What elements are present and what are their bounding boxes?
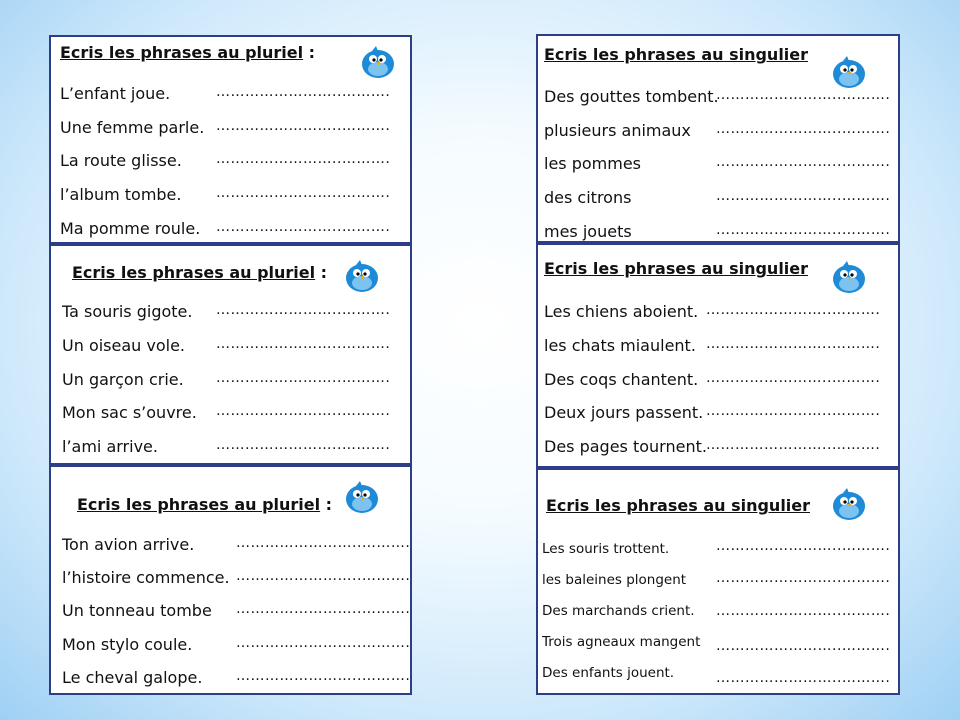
sentence: La route glisse. <box>60 151 182 170</box>
answer-line[interactable]: ……………………..………. <box>716 538 891 554</box>
sentence: Deux jours passent. <box>544 403 704 422</box>
answer-line[interactable]: ……………………..………. <box>236 601 411 617</box>
sentence: Ton avion arrive. <box>62 535 195 554</box>
answer-line[interactable]: ……………………..………. <box>706 403 881 419</box>
sentence: des citrons <box>544 188 632 207</box>
sentence: Mon sac s’ouvre. <box>62 403 197 422</box>
card-title: Ecris les phrases au singulier <box>544 259 809 278</box>
sentence: Ma pomme roule. <box>60 219 201 238</box>
answer-line[interactable]: ……………………..………. <box>236 535 411 551</box>
answer-line[interactable]: ……………………..………. <box>216 437 391 453</box>
sentence: l’ami arrive. <box>62 437 158 456</box>
answer-line[interactable]: ……………………..………. <box>716 121 891 137</box>
card-title: Ecris les phrases au singulier <box>546 496 811 515</box>
answer-line[interactable]: ……………………..………. <box>216 370 391 386</box>
answer-line[interactable]: ……………………..………. <box>706 370 881 386</box>
card-title: Ecris les phrases au pluriel : <box>72 263 328 282</box>
answer-line[interactable]: ……………………..………. <box>706 302 881 318</box>
answer-line[interactable]: ……………………..………. <box>216 219 391 235</box>
sentence: l’album tombe. <box>60 185 182 204</box>
exercise-card-5 <box>536 243 900 468</box>
sentence: Des enfants jouent. <box>542 665 675 681</box>
sentence: Une femme parle. <box>60 118 205 137</box>
sentence: plusieurs animaux <box>544 121 691 140</box>
sentence: Un garçon crie. <box>62 370 184 389</box>
answer-line[interactable]: ……………………..………. <box>216 185 391 201</box>
exercise-card-3 <box>49 465 412 695</box>
sentence: Des gouttes tombent. <box>544 87 719 106</box>
answer-line[interactable]: ……………………..………. <box>216 302 391 318</box>
answer-line[interactable]: ……………………..………. <box>236 668 411 684</box>
answer-line[interactable]: ……………………..………. <box>236 568 411 584</box>
sentence: L’enfant joue. <box>60 84 171 103</box>
sentence: les chats miaulent. <box>544 336 696 355</box>
bird-icon <box>342 256 382 296</box>
answer-line[interactable]: ……………………..………. <box>716 670 891 686</box>
exercise-card-4 <box>536 34 900 243</box>
answer-line[interactable]: ……………………..………. <box>716 603 891 619</box>
answer-line[interactable]: ……………………..………. <box>216 336 391 352</box>
sentence: Le cheval galope. <box>62 668 203 687</box>
answer-line[interactable]: ……………………..………. <box>236 635 411 651</box>
sentence: les pommes <box>544 154 642 173</box>
card-title: Ecris les phrases au singulier <box>544 45 809 64</box>
answer-line[interactable]: ……………………..………. <box>716 570 891 586</box>
sentence: les baleines plongent <box>542 572 687 588</box>
bird-icon <box>358 42 398 82</box>
exercise-card-1 <box>49 35 412 244</box>
bird-icon <box>342 477 382 517</box>
card-title: Ecris les phrases au pluriel : <box>60 43 316 62</box>
answer-line[interactable]: ……………………..………. <box>216 118 391 134</box>
answer-line[interactable]: ……………………..………. <box>716 188 891 204</box>
answer-line[interactable]: ……………………..………. <box>216 84 391 100</box>
sentence: Des pages tournent. <box>544 437 707 456</box>
sentence: Les souris trottent. <box>542 541 670 557</box>
exercise-card-6 <box>536 468 900 695</box>
answer-line[interactable]: ……………………..………. <box>716 87 891 103</box>
answer-line[interactable]: ……………………..………. <box>716 638 891 654</box>
answer-line[interactable]: ……………………..………. <box>716 222 891 238</box>
answer-line[interactable]: ……………………..………. <box>706 336 881 352</box>
sentence: Mon stylo coule. <box>62 635 193 654</box>
sentence: Des marchands crient. <box>542 603 695 619</box>
sentence: Des coqs chantent. <box>544 370 699 389</box>
answer-line[interactable]: ……………………..………. <box>216 403 391 419</box>
exercise-card-2 <box>49 244 412 465</box>
sentence: Les chiens aboient. <box>544 302 699 321</box>
answer-line[interactable]: ……………………..………. <box>716 154 891 170</box>
sentence: Un tonneau tombe <box>62 601 212 620</box>
sentence: Un oiseau vole. <box>62 336 186 355</box>
answer-line[interactable]: ……………………..………. <box>216 151 391 167</box>
sentence: mes jouets <box>544 222 632 241</box>
sentence: Trois agneaux mangent <box>542 634 701 650</box>
bird-icon <box>829 52 869 92</box>
card-title: Ecris les phrases au pluriel : <box>77 495 333 514</box>
bird-icon <box>829 484 869 524</box>
sentence: Ta souris gigote. <box>62 302 193 321</box>
sentence: l’histoire commence. <box>62 568 230 587</box>
answer-line[interactable]: ……………………..………. <box>706 437 881 453</box>
bird-icon <box>829 257 869 297</box>
